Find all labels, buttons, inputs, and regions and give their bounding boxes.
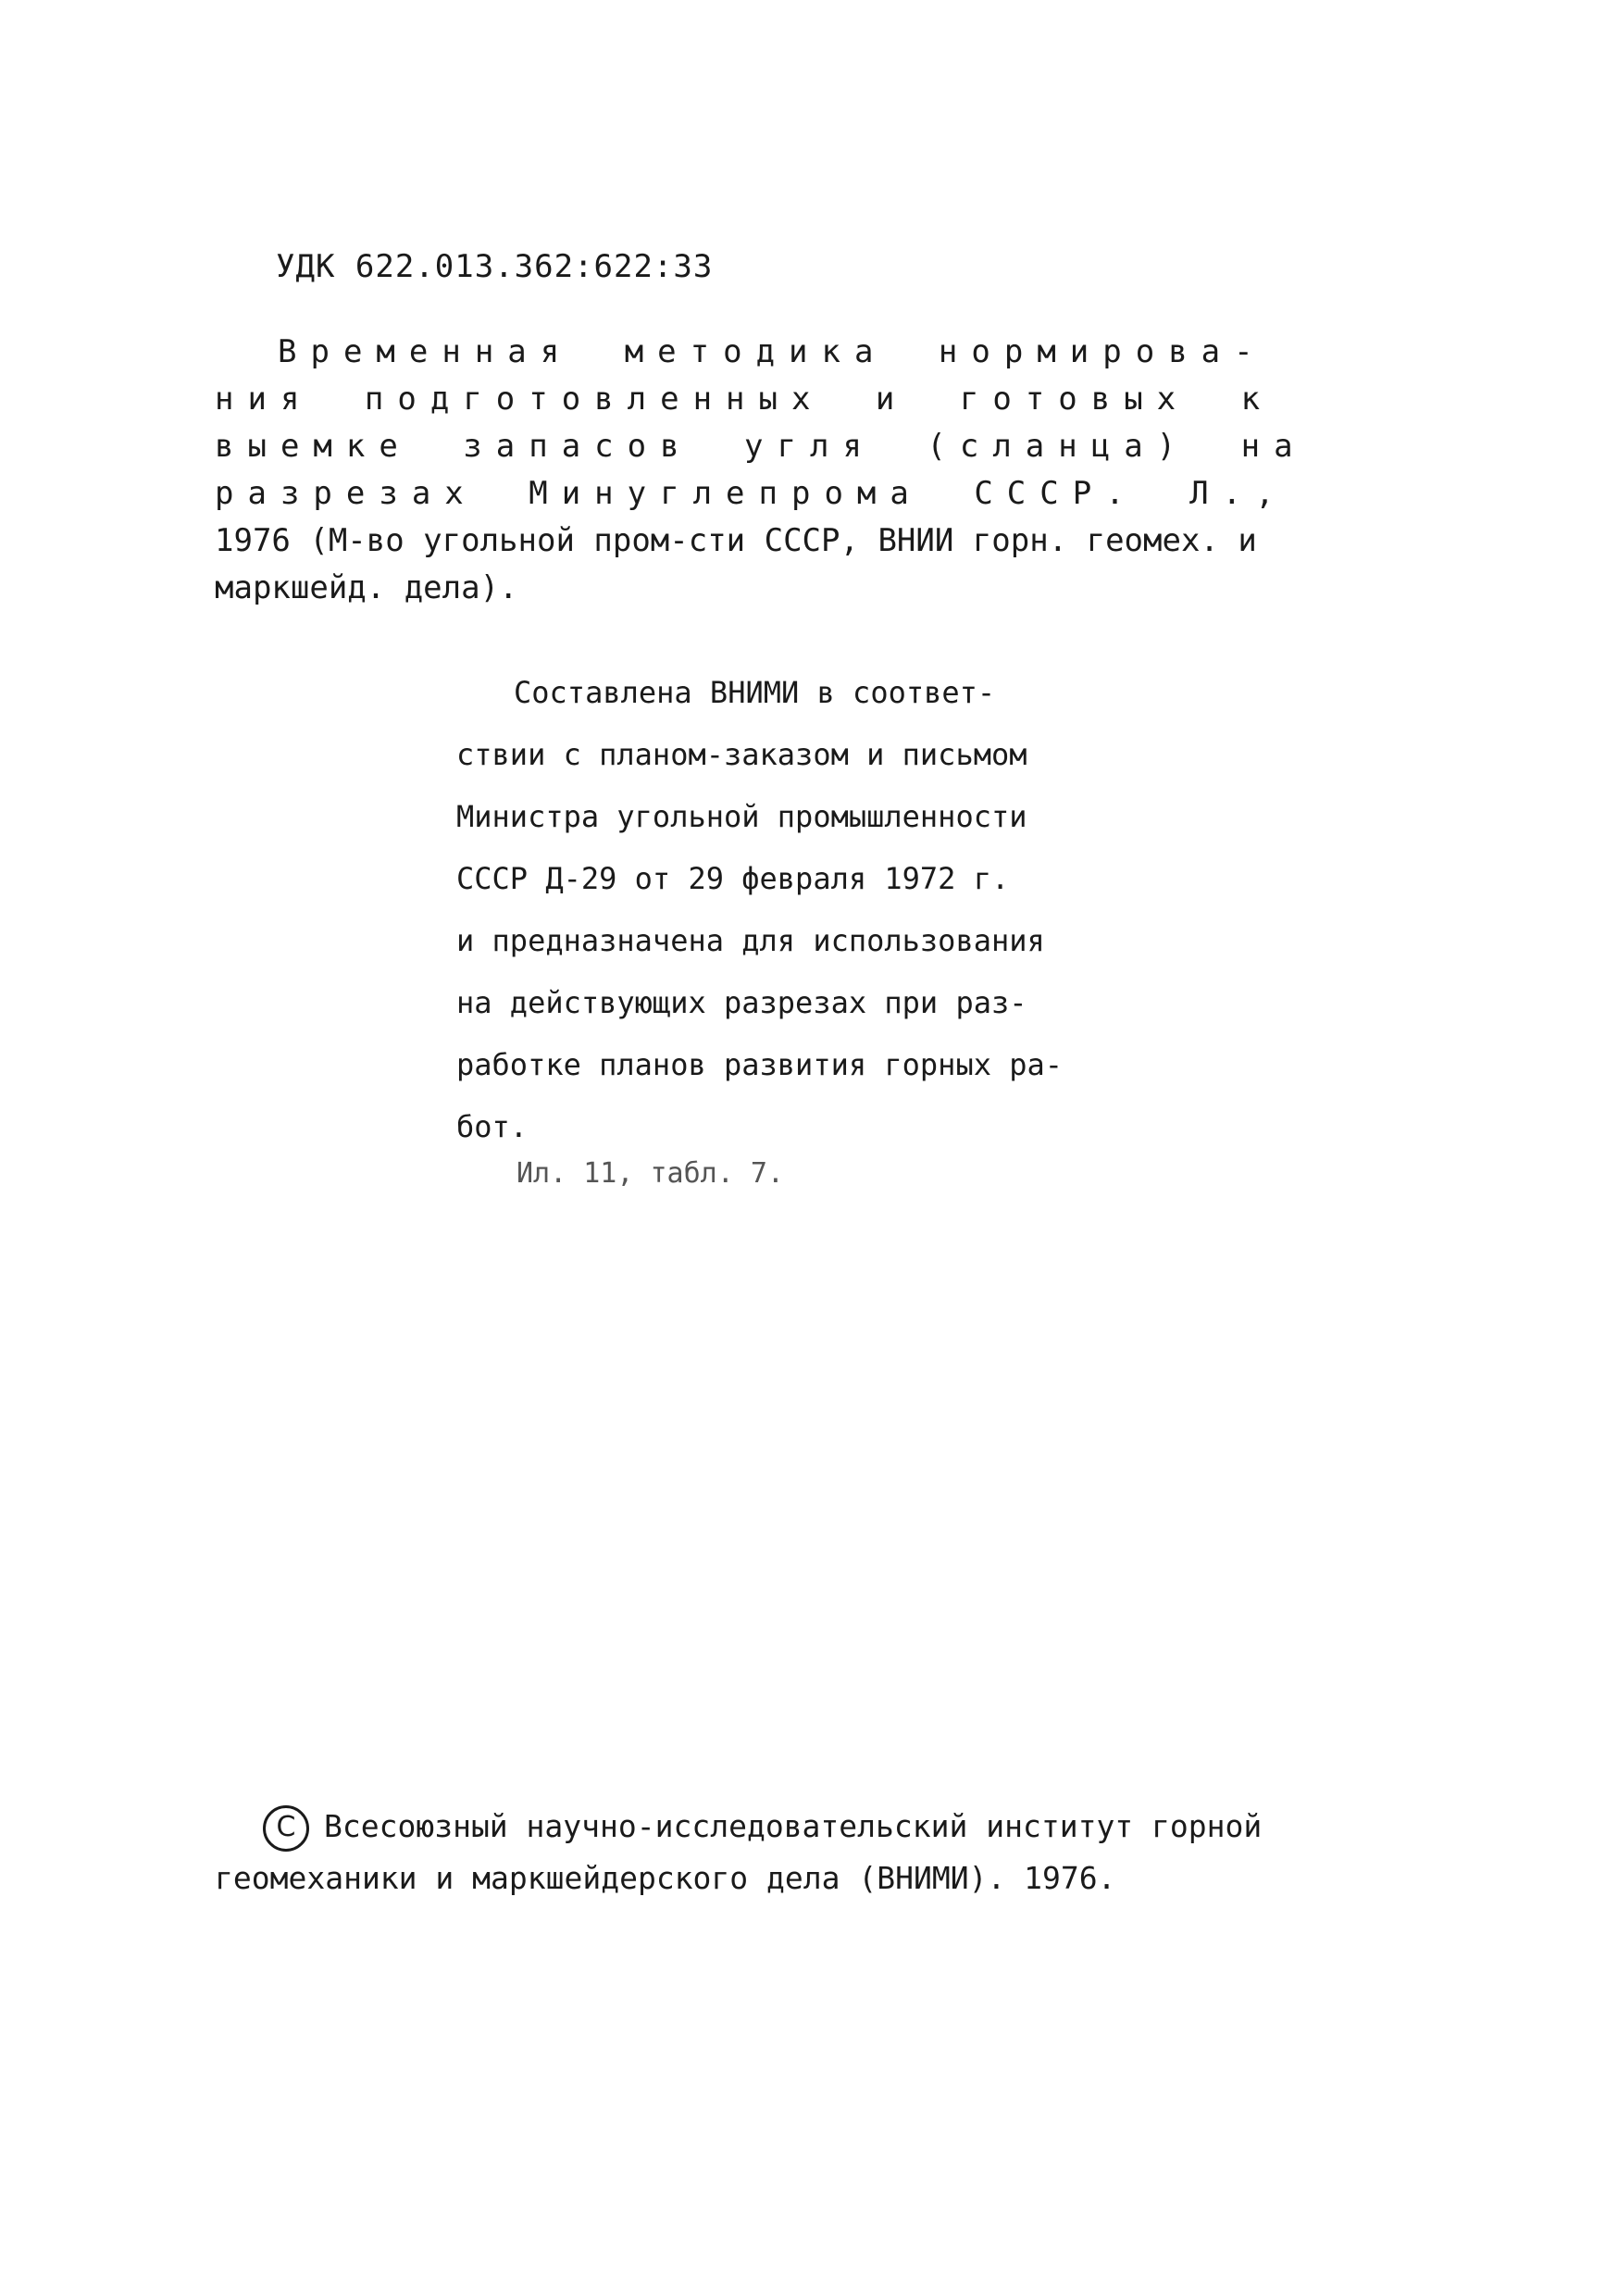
copyright-text: Всесоюзный научно-исследовательский институт горной	[324, 1808, 1263, 1844]
biblio-line: Временная методика нормирова-	[278, 333, 1267, 370]
biblio-line: 1976 (М-во угольной пром-сти СССР, ВНИИ горн. геомех. и	[215, 522, 1257, 559]
note-line: СССР Д-29 от 29 февраля 1972 г.	[456, 861, 1010, 896]
note-line: Составлена ВНИМИ в соответ-	[514, 675, 996, 710]
copyright-line	[215, 1801, 1455, 1853]
biblio-line: выемке запасов угля (сланца) на	[215, 428, 1307, 465]
note-line: работке планов развития горных ра-	[456, 1047, 1064, 1082]
note-line: ствии с планом-заказом и письмом	[456, 737, 1027, 772]
bibliographic-description	[215, 329, 1418, 612]
biblio-line: ния подготовленных и готовых к	[215, 381, 1275, 418]
copyright-block	[215, 1801, 1455, 1904]
biblio-line: маркшейд. дела).	[215, 569, 518, 606]
illustrations-count: Ил. 11, табл. 7.	[517, 1157, 784, 1190]
note-line: бот.	[456, 1109, 529, 1144]
note-line: на действующих разрезах при раз-	[456, 985, 1027, 1020]
copyright-line: геомеханики и маркшейдерского дела (ВНИМИ). 1976.	[215, 1860, 1116, 1896]
copyright-icon: C	[263, 1805, 309, 1852]
note-line: Министра угольной промышленности	[456, 799, 1027, 834]
biblio-line: разрезах Минуглепрома СССР. Л.,	[215, 475, 1288, 512]
note-line: и предназначена для использования	[456, 923, 1045, 958]
compilation-note	[456, 662, 1160, 1158]
udk-code: УДК 622.013.362:622:33	[276, 248, 714, 285]
